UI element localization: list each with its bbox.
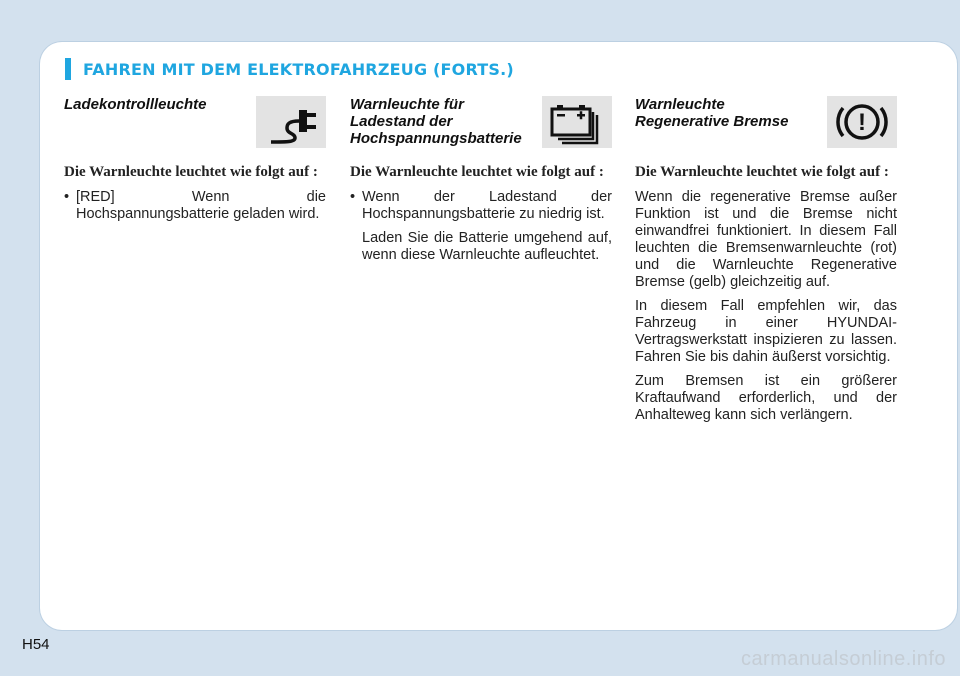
column-charging-indicator: [64, 94, 326, 230]
note-text: Laden Sie die Batterie umgehend auf, wenn diese Warnleuchte aufleuchtet.: [362, 230, 612, 263]
column-regenerative-brake-warning: [635, 94, 897, 431]
lead-text: Die Warnleuchte leuchtet wie folgt auf :: [635, 164, 889, 180]
bullet-mark: •: [350, 189, 356, 205]
column-title: Warnleuchte Regenerative Bremse: [635, 96, 789, 130]
bullet-text: [RED] Wenn die Hochspannungsbatterie geladen wird.: [76, 189, 326, 222]
lead-text: Die Warnleuchte leuchtet wie folgt auf :: [64, 164, 318, 180]
paragraph: In diesem Fall empfehlen wir, das Fahrzeug in einer HYUNDAI-Vertragswerkstatt inspizieren zu lassen. Fahren Sie bis dahin äußerst vorsichtig.: [635, 298, 897, 365]
column-title: Warnleuchte für Ladestand der Hochspannungsbatterie: [350, 96, 522, 147]
lead-text: Die Warnleuchte leuchtet wie folgt auf :: [350, 164, 604, 180]
bullet-mark: •: [64, 189, 70, 205]
column-header: [64, 96, 326, 150]
bullet-text: Wenn der Ladestand der Hochspannungsbatterie zu niedrig ist.: [362, 189, 612, 222]
page-number: H54: [22, 636, 50, 653]
brake-warning-icon: [827, 96, 897, 148]
list-item: [64, 189, 326, 223]
watermark: carmanualsonline.info: [740, 648, 946, 670]
battery-icon: [542, 96, 612, 148]
section-title: FAHREN MIT DEM ELEKTROFAHRZEUG (FORTS.): [83, 59, 514, 79]
manual-page: [40, 42, 957, 630]
section-header: [65, 58, 514, 80]
column-header: [635, 96, 897, 150]
exclamation-glyph: !: [858, 109, 866, 136]
column-title: Ladekontrollleuchte: [64, 96, 207, 113]
charging-plug-icon: [256, 96, 326, 148]
column-battery-level-warning: [350, 94, 612, 271]
paragraph: Wenn die regenerative Bremse außer Funktion ist und die Bremse nicht einwandfrei funktioniert. In diesem Fall leuchten die Bremsenwarnleuchte (rot) und die Warnleuchte Regenerative Bremse (gelb) gleichzeitig auf.: [635, 189, 897, 290]
header-accent-bar: [65, 58, 71, 80]
paragraph: Zum Bremsen ist ein größerer Kraftaufwand erforderlich, und der Anhalteweg kann sich verlängern.: [635, 373, 897, 423]
list-item: [350, 189, 612, 223]
column-header: [350, 96, 612, 150]
